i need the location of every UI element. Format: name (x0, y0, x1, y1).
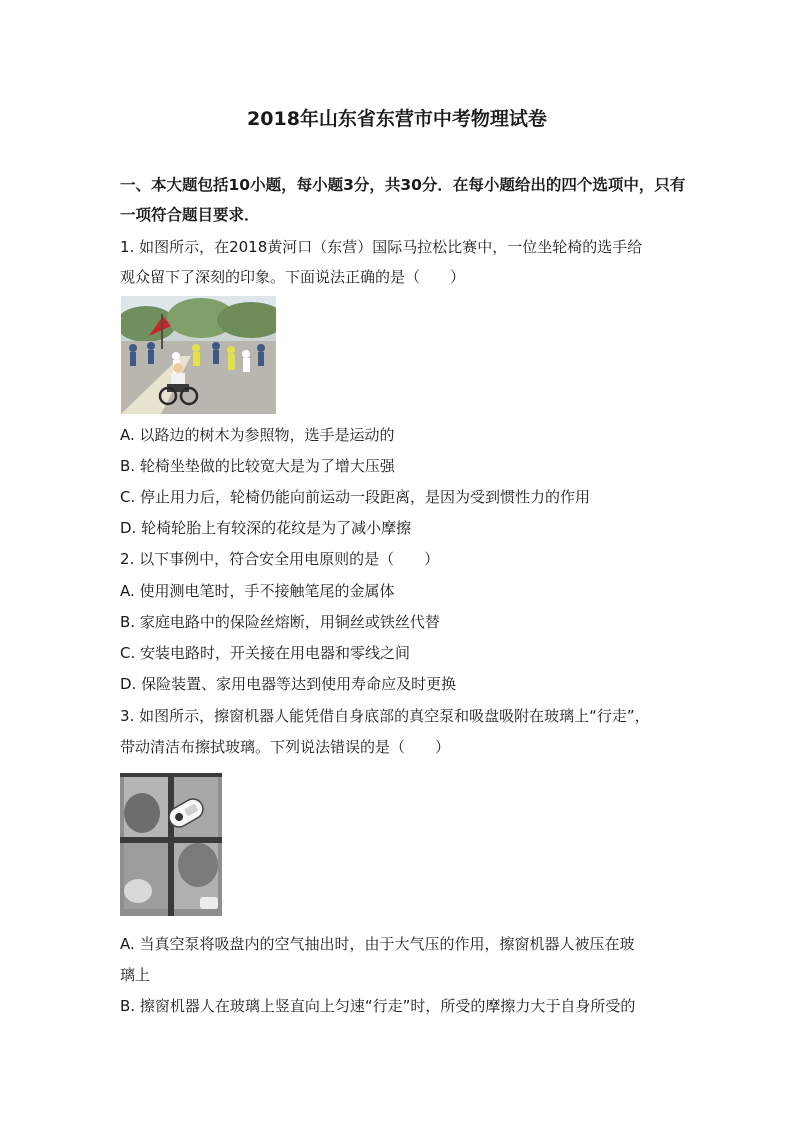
marathon-wheelchair-photo (121, 296, 276, 414)
q2-option-b: B. 家庭电路中的保险丝熔断，用铜丝或铁丝代替 (120, 613, 440, 631)
q3-stem-line2: 带动清洁布擦拭玻璃。下列说法错误的是（ ） (120, 738, 451, 756)
q3-option-b-line1: B. 擦窗机器人在玻璃上竖直向上匀速“行走”时，所受的摩擦力大于自身所受的 (120, 997, 636, 1015)
q2-option-d: D. 保险装置、家用电器等达到使用寿命应及时更换 (120, 675, 457, 693)
q1-option-b: B. 轮椅坐垫做的比较宽大是为了增大压强 (120, 457, 395, 475)
q2-option-a: A. 使用测电笔时，手不接触笔尾的金属体 (120, 582, 395, 600)
section-heading: 一、本大题包括10小题，每小题3分，共30分．在每小题给出的四个选项中，只有一项符合题目要求． (120, 176, 686, 224)
q2-option-c: C. 安装电路时，开关接在用电器和零线之间 (120, 644, 411, 662)
page-title: 2018年山东省东营市中考物理试卷 (247, 108, 547, 130)
q1-stem-line2: 观众留下了深刻的印象。下面说法正确的是（ ） (120, 268, 466, 286)
q3-stem-line1: 3. 如图所示，擦窗机器人能凭借自身底部的真空泵和吸盘吸附在玻璃上“行走”， (120, 707, 650, 725)
q1-stem-line1: 1. 如图所示，在2018黄河口（东营）国际马拉松比赛中，一位坐轮椅的选手给 (120, 238, 643, 256)
q1-option-d: D. 轮椅轮胎上有较深的花纹是为了减小摩擦 (120, 519, 412, 537)
window-robot-photo (120, 773, 222, 916)
q2-stem: 2. 以下事例中，符合安全用电原则的是（ ） (120, 550, 440, 568)
q3-option-a-line2: 璃上 (120, 966, 151, 984)
q3-option-a-line1: A. 当真空泵将吸盘内的空气抽出时，由于大气压的作用，擦窗机器人被压在玻 (120, 935, 635, 953)
q1-option-a: A. 以路边的树木为参照物，选手是运动的 (120, 426, 395, 444)
q1-option-c: C. 停止用力后，轮椅仍能向前运动一段距离，是因为受到惯性力的作用 (120, 488, 591, 506)
